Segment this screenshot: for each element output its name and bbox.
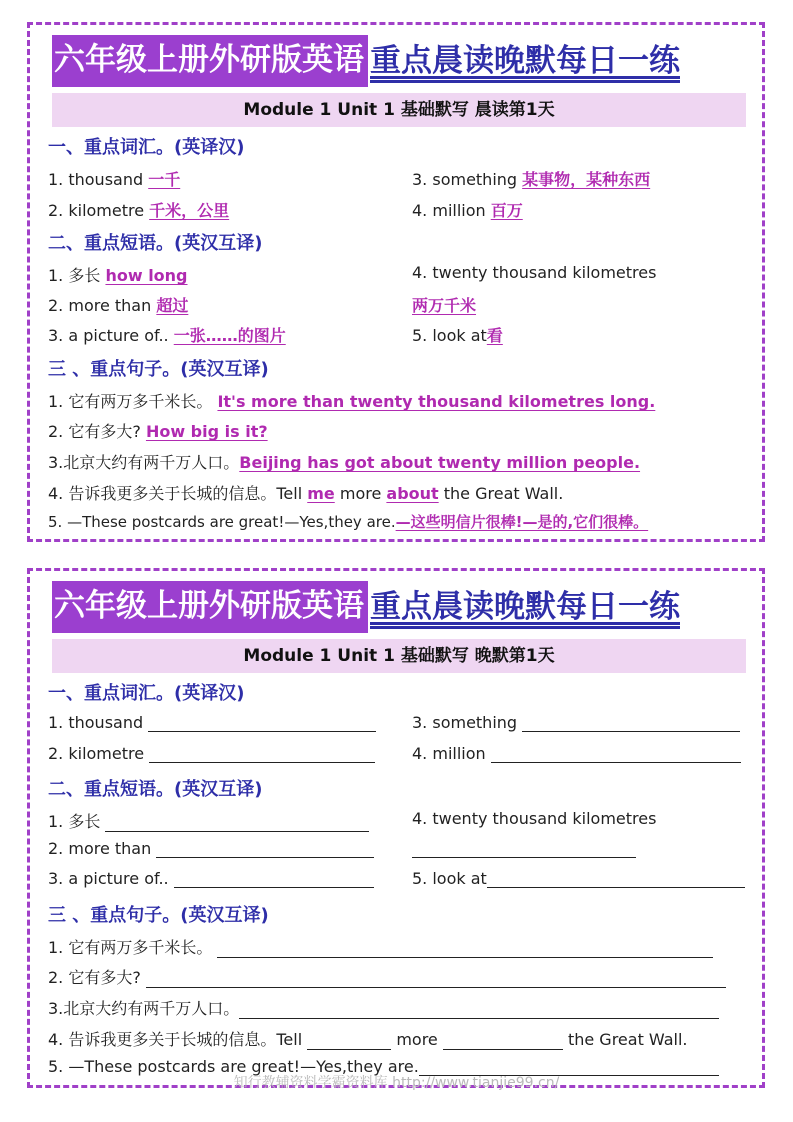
vocab-item-2: 2. kilometre 千米，公里	[48, 201, 230, 220]
answer-blank[interactable]	[149, 746, 375, 763]
title-left: 六年级上册外研版英语	[52, 581, 368, 633]
phrase-item-5: 5. look at看	[412, 326, 503, 345]
phrase-item-4: 4. twenty thousand kilometres	[412, 263, 657, 282]
answer: —这些明信片很棒!—是的,它们很棒。	[395, 513, 649, 531]
answer: 看	[486, 326, 503, 345]
vocab-item-2: 2. kilometre	[48, 744, 375, 763]
vocab-item-3: 3. something 某事物，某种东西	[412, 170, 651, 189]
answer-blank[interactable]	[487, 871, 745, 888]
evening-dictation-card	[27, 568, 765, 1088]
answer-blank[interactable]	[491, 746, 741, 763]
sentence-item-5: 5. —These postcards are great!—Yes,they are.	[48, 1057, 719, 1076]
sentence-item-2: 2. 它有多大?	[48, 965, 726, 988]
answer-blank[interactable]	[174, 871, 374, 888]
sentence-item-3: 3.北京大约有两千万人口。Beijing has got about twenty million people.	[48, 453, 641, 472]
answer: It's more than twenty thousand kilometres long.	[217, 392, 656, 411]
worksheet-title	[52, 581, 680, 633]
answer-blank[interactable]	[146, 971, 726, 988]
answer: me	[307, 484, 335, 503]
phrase-item-4-answer	[412, 839, 636, 858]
sentence-item-1: 1. 它有两万多千米长。	[48, 935, 713, 958]
answer: 某事物，某种东西	[522, 170, 651, 189]
sentence-item-3: 3.北京大约有两千万人口。	[48, 996, 719, 1019]
subtitle-bar: Module 1 Unit 1 基础默写 晚默第1天	[52, 639, 746, 673]
answer-blank[interactable]	[443, 1033, 563, 1050]
answer-blank[interactable]	[239, 1002, 719, 1019]
phrase-item-2: 2. more than	[48, 839, 374, 858]
answer: 超过	[156, 296, 189, 315]
worksheet-title	[52, 35, 680, 87]
watermark: 知行教辅资料学霸资料库 http://www.tianjie99.cn/	[233, 1075, 560, 1091]
section-sentences-heading: 三 、重点句子。(英汉互译)	[48, 359, 269, 380]
title-left: 六年级上册外研版英语	[52, 35, 368, 87]
title-right: 重点晨读晚默每日一练	[370, 589, 680, 625]
section-phrases-heading: 二、重点短语。(英汉互译)	[48, 233, 263, 254]
answer: about	[386, 484, 439, 503]
answer-blank[interactable]	[148, 715, 376, 732]
phrase-item-3: 3. a picture of.. 一张……的图片	[48, 326, 286, 345]
phrase-item-2: 2. more than 超过	[48, 296, 189, 315]
section-phrases-heading: 二、重点短语。(英汉互译)	[48, 779, 263, 800]
answer: 千米，公里	[149, 201, 230, 220]
morning-reading-card	[27, 22, 765, 542]
answer: 百万	[490, 201, 523, 220]
answer: how long	[105, 266, 188, 285]
sentence-item-5: 5. —These postcards are great!—Yes,they are.—这些明信片很棒!—是的,它们很棒。	[48, 513, 649, 531]
section-sentences-heading: 三 、重点句子。(英汉互译)	[48, 905, 269, 926]
answer-blank[interactable]	[522, 715, 740, 732]
section-vocabulary-heading: 一、重点词汇。(英译汉)	[48, 137, 245, 158]
answer: How big is it?	[145, 422, 268, 441]
vocab-item-1: 1. thousand 一千	[48, 170, 181, 189]
vocab-item-3: 3. something	[412, 713, 740, 732]
answer-blank[interactable]	[156, 841, 374, 858]
phrase-item-1: 1. 多长	[48, 809, 369, 832]
vocab-item-4: 4. million	[412, 744, 741, 763]
sentence-item-2: 2. 它有多大? How big is it?	[48, 422, 268, 441]
answer-blank[interactable]	[307, 1033, 391, 1050]
vocab-item-4: 4. million 百万	[412, 201, 523, 220]
sentence-item-4: 4. 告诉我更多关于长城的信息。Tell more the Great Wall.	[48, 1030, 688, 1049]
answer: 一张……的图片	[173, 326, 286, 345]
answer-blank[interactable]	[105, 815, 369, 832]
answer: 一千	[148, 170, 181, 189]
vocab-item-1: 1. thousand	[48, 713, 376, 732]
phrase-item-4-answer: 两万千米	[412, 296, 477, 315]
sentence-item-1: 1. 它有两万多千米长。 It's more than twenty thousand kilometres long.	[48, 392, 656, 411]
phrase-item-4: 4. twenty thousand kilometres	[412, 809, 657, 828]
phrase-item-5: 5. look at	[412, 869, 745, 888]
phrase-item-3: 3. a picture of..	[48, 869, 374, 888]
title-right: 重点晨读晚默每日一练	[370, 43, 680, 79]
answer: Beijing has got about twenty million people.	[239, 453, 641, 472]
sentence-item-4: 4. 告诉我更多关于长城的信息。Tell me more about the Great Wall.	[48, 484, 564, 503]
answer-blank[interactable]	[217, 941, 713, 958]
subtitle-bar: Module 1 Unit 1 基础默写 晨读第1天	[52, 93, 746, 127]
answer-blank[interactable]	[412, 841, 636, 858]
section-vocabulary-heading: 一、重点词汇。(英译汉)	[48, 683, 245, 704]
phrase-item-1: 1. 多长 how long	[48, 266, 188, 285]
